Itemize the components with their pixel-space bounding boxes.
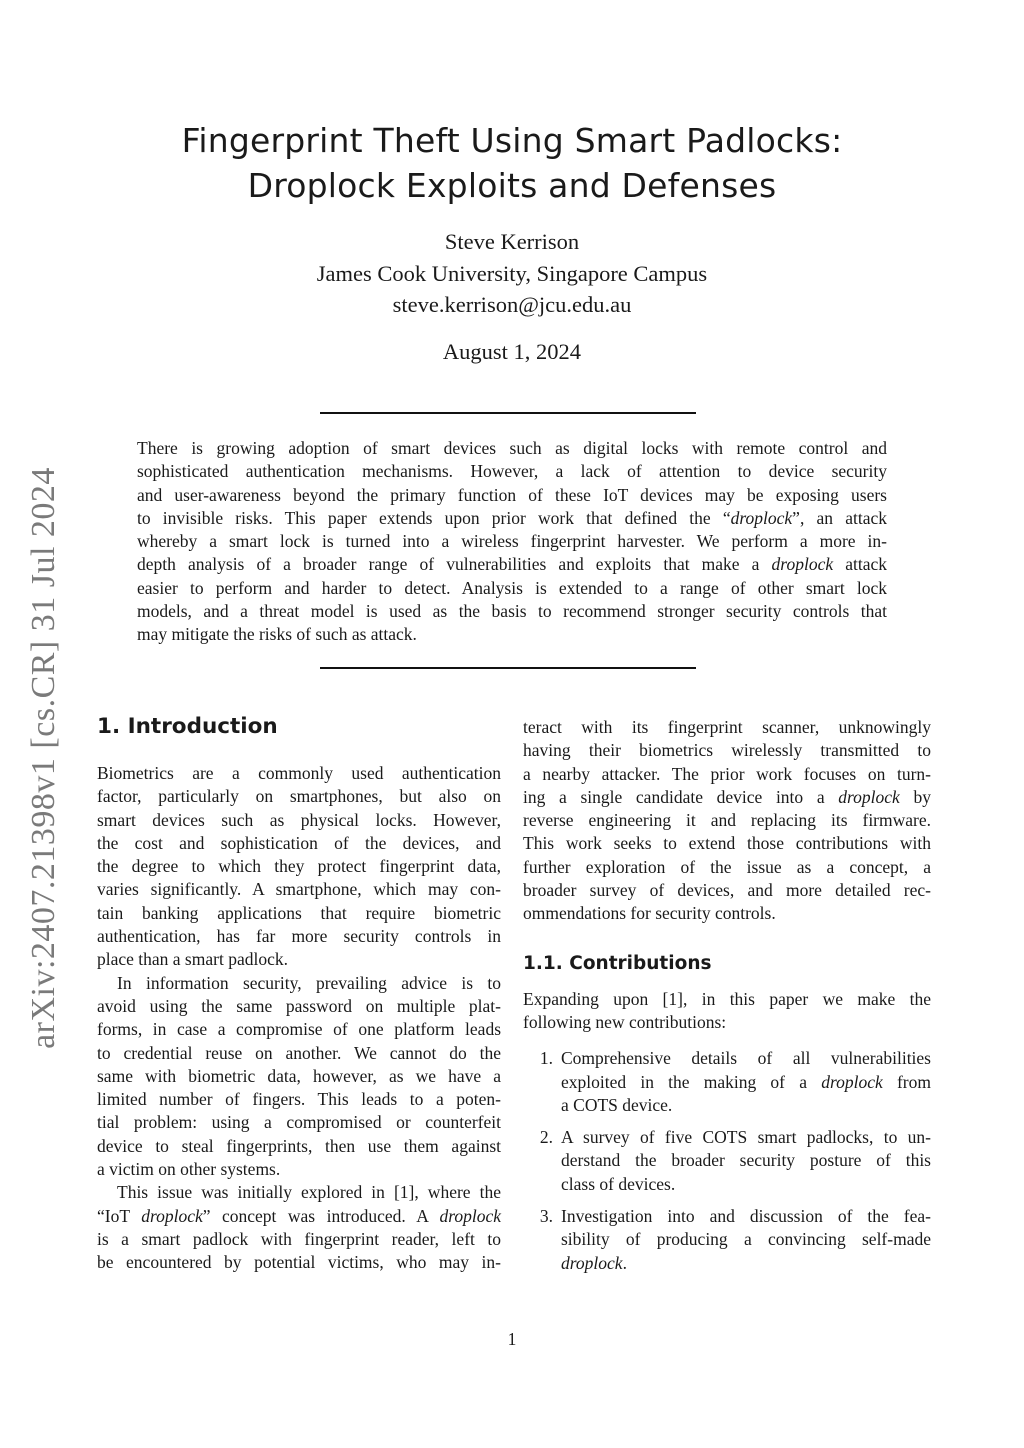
line-text: from [882, 1071, 931, 1092]
text-line: same with biometric data, however, as we have a [97, 1065, 501, 1086]
text-line: derstand the broader security posture of this [561, 1150, 931, 1171]
author-name: Steve Kerrison [444, 229, 580, 254]
text-line [97, 1205, 501, 1228]
line-text: “IoT [97, 1205, 142, 1226]
abstract-line: There is growing adoption of smart devices such as digital locks with remote control and [137, 438, 887, 458]
text-line: varies significantly. A smartphone, which may con- [97, 879, 501, 900]
line-text: ” concept was introduced. A [202, 1205, 440, 1226]
text-line: smart devices such as physical locks. However, [97, 809, 501, 830]
text-line: class of devices. [561, 1173, 676, 1194]
list-number: 1. [539, 1048, 553, 1069]
droplock-term: droplock [439, 1205, 502, 1226]
author-email: steve.kerrison@jcu.edu.au [392, 292, 632, 317]
intro-paragraph-1 [97, 762, 501, 972]
text-line: forms, in case a compromise of one platform leads [97, 1019, 501, 1040]
publication-date: August 1, 2024 [442, 339, 582, 364]
author-affiliation: James Cook University, Singapore Campus [316, 261, 708, 286]
line-text: ing a single candidate device into a [523, 786, 839, 807]
subsection-heading-contributions: 1.1. Contributions [523, 952, 712, 974]
intro-paragraph-3 [97, 1181, 501, 1274]
text-line: is a smart padlock with fingerprint reader, left to [97, 1228, 501, 1249]
intro-paragraph-2 [97, 972, 501, 1182]
contributions-list [523, 1047, 931, 1275]
contributions-intro [523, 988, 931, 1035]
droplock-term: droplock [838, 786, 900, 807]
text-line: Biometrics are a commonly used authentication [97, 763, 501, 783]
abstract-text: depth analysis of a broader range of vulnerabilities and exploits that make a [137, 554, 772, 575]
text-line: broader survey of devices, and more detailed rec- [523, 880, 931, 901]
abstract-line: sophisticated authentication mechanisms. However, a lack of attention to device security [137, 461, 887, 482]
text-line: authentication, has far more security controls in [97, 926, 501, 947]
text-line: sibility of producing a convincing self-made [561, 1229, 931, 1250]
text-line: A survey of five COTS smart padlocks, to un- [561, 1127, 931, 1148]
droplock-term: droplock [141, 1205, 203, 1226]
text-line: reverse engineering it and replacing its firmware. [523, 810, 931, 831]
abstract-bottom-rule [320, 667, 696, 669]
text-line: This work seeks to extend those contributions with [523, 833, 931, 854]
text-line: to credential reuse on another. We cannot do the [97, 1042, 501, 1063]
text-line: a victim on other systems. [97, 1159, 281, 1180]
line-text: by [899, 786, 931, 807]
text-line: limited number of fingers. This leads to a poten- [97, 1089, 501, 1110]
text-line: further exploration of the issue as a concept, a [523, 856, 931, 877]
abstract-line: and user-awareness beyond the primary function of these IoT devices may be exposing users [137, 484, 887, 505]
text-line: Investigation into and discussion of the fea- [561, 1206, 931, 1227]
abstract-line [137, 507, 887, 530]
text-line: ommendations for security controls. [523, 903, 776, 924]
right-column [523, 716, 931, 1275]
list-number: 3. [539, 1206, 553, 1227]
abstract-text: attack [833, 554, 887, 575]
arxiv-side-stamp [18, 462, 70, 1054]
text-line: device to steal fingerprints, then use them against [97, 1135, 501, 1156]
intro-continuation [523, 716, 931, 926]
text-line: the cost and sophistication of the devices, and [97, 832, 501, 853]
text-line: be encountered by potential victims, who may in- [97, 1252, 501, 1273]
text-line: place than a smart padlock. [97, 949, 288, 970]
paper-title [112, 118, 912, 208]
list-number: 2. [539, 1127, 553, 1148]
abstract-line: may mitigate the risks of such as attack. [137, 624, 417, 645]
droplock-term: droplock [730, 507, 793, 528]
text-line: following new contributions: [523, 1011, 727, 1032]
abstract-top-rule [320, 412, 696, 414]
line-text: exploited in the making of a [561, 1071, 822, 1092]
list-item [523, 1047, 931, 1117]
text-line: a nearby attacker. The prior work focuses on turn- [523, 763, 931, 784]
abstract-line: whereby a smart lock is turned into a wireless fingerprint harvester. We perform a more in- [137, 531, 887, 552]
list-item [523, 1126, 931, 1196]
arxiv-id: arXiv:2407.21398v1 [cs.CR] 31 Jul 2024 [25, 467, 62, 1049]
text-line: This issue was initially explored in [1], where the [117, 1182, 501, 1203]
text-line: avoid using the same password on multiple plat- [97, 995, 501, 1016]
abstract-line [137, 553, 887, 576]
droplock-term: droplock [561, 1252, 623, 1273]
text-line: tial problem: using a compromised or counterfeit [97, 1112, 501, 1133]
abstract [137, 437, 887, 647]
line-text: . [622, 1252, 627, 1273]
title-line-2: Droplock Exploits and Defenses [247, 166, 777, 205]
droplock-term: droplock [821, 1071, 883, 1092]
text-line: the degree to which they protect fingerprint data, [97, 856, 501, 877]
abstract-line: easier to perform and harder to detect. Analysis is extended to a range of other smart lock [137, 577, 887, 598]
left-column [97, 712, 501, 1275]
text-line [523, 786, 931, 809]
text-line [561, 1252, 931, 1275]
list-item [523, 1205, 931, 1275]
text-line: having their biometrics wirelessly transmitted to [523, 740, 931, 761]
abstract-line: models, and a threat model is used as the basis to recommend stronger security controls that [137, 601, 887, 622]
abstract-text: ”, an attack [792, 507, 887, 528]
text-line: a COTS device. [561, 1094, 673, 1115]
page-number: 1 [507, 1329, 517, 1349]
text-line: In information security, prevailing advice is to [117, 972, 501, 993]
text-line: factor, particularly on smartphones, but also on [97, 786, 501, 807]
text-line: teract with its fingerprint scanner, unknowingly [523, 717, 931, 737]
droplock-term: droplock [771, 554, 834, 575]
title-line-1: Fingerprint Theft Using Smart Padlocks: [181, 121, 843, 160]
text-line: Expanding upon [1], in this paper we make the [523, 988, 931, 1009]
text-line: tain banking applications that require biometric [97, 902, 501, 923]
section-heading-introduction: 1. Introduction [97, 714, 278, 739]
text-line: Comprehensive details of all vulnerabilities [561, 1048, 931, 1069]
text-line [561, 1071, 931, 1094]
abstract-text: to invisible risks. This paper extends upon prior work that defined the “ [137, 507, 731, 528]
